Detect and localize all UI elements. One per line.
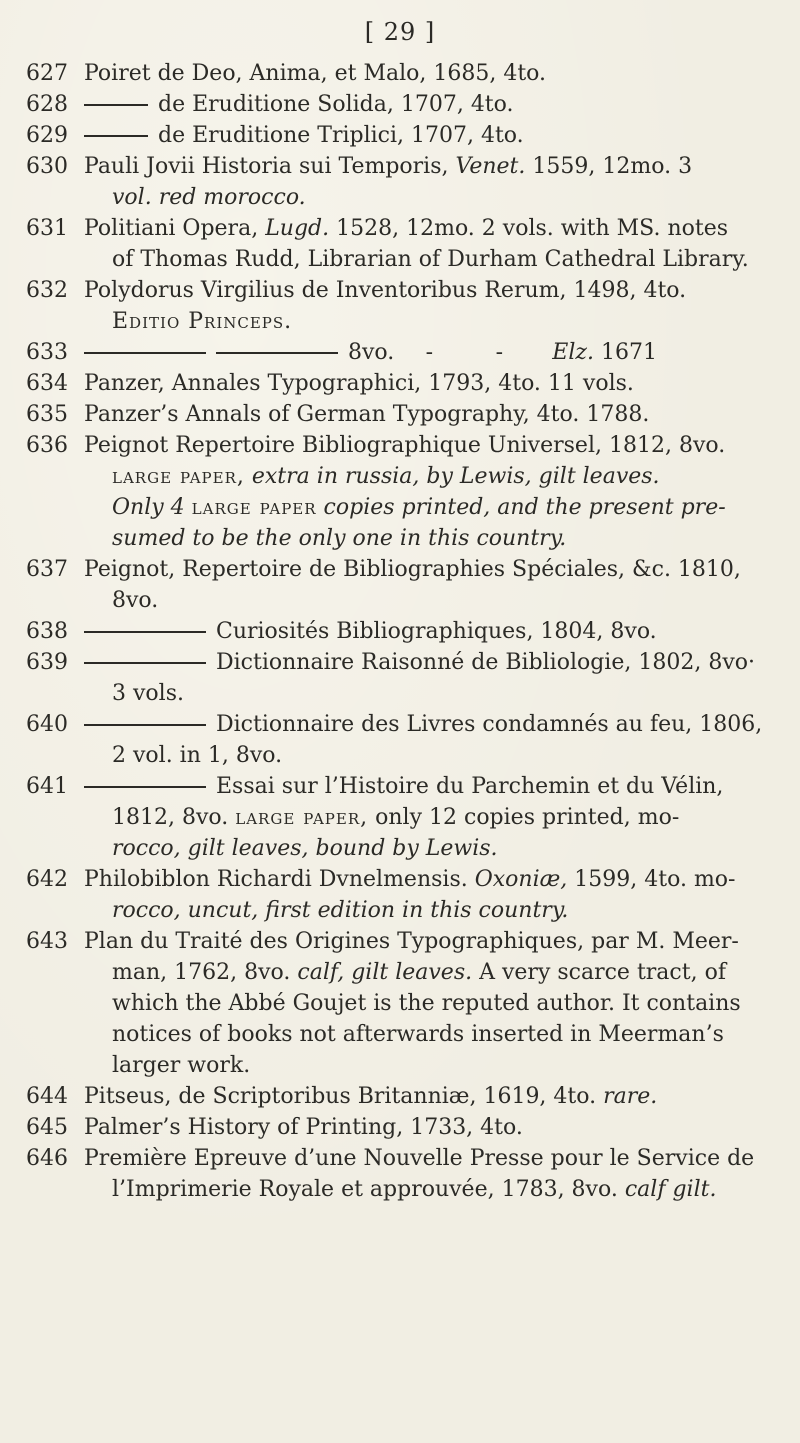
entry-text: only 12 copies printed, mo-: [368, 805, 680, 830]
entry-number: 639: [26, 650, 68, 675]
ditto-mark: -: [425, 340, 433, 365]
entry-text-line: [84, 771, 778, 802]
binding-note: extra in russia, by Lewis, gilt leaves.: [244, 464, 660, 489]
imprint-place: Oxoniæ,: [474, 867, 568, 892]
entry-text: Curiosités Bibliographiques, 1804, 8vo.: [216, 619, 657, 644]
entry-text-line: [84, 647, 778, 678]
entry-note: copies printed, and the present pre-: [316, 495, 726, 520]
entry-text-continued: 2 vol. in 1, 8vo.: [112, 743, 283, 768]
large-paper-note: large paper,: [112, 464, 245, 489]
entry-text-continued: 3 vols.: [112, 681, 184, 706]
entry-text-line: [84, 616, 778, 647]
entry-text-line: [84, 213, 778, 244]
entry-text: 1671: [593, 340, 657, 365]
entry-text-line: [84, 461, 778, 492]
entry-number: 643: [26, 929, 68, 954]
entry-646: [0, 1143, 800, 1205]
entry-note: sumed to be the only one in this country.: [112, 526, 567, 551]
entry-640: [0, 709, 800, 771]
entry-631: [0, 213, 800, 275]
entry-text-continued: notices of books not afterwards inserted in Meerman’s: [112, 1022, 724, 1047]
entry-text: Panzer’s Annals of German Typography, 4to. 1788.: [84, 402, 650, 427]
entry-text: Panzer, Annales Typographici, 1793, 4to. 11 vols.: [84, 371, 634, 396]
entry-text: Pauli Jovii Historia sui Temporis,: [84, 154, 456, 179]
entry-number: 637: [26, 557, 68, 582]
imprint-place: Venet.: [455, 154, 526, 179]
entry-641: [0, 771, 800, 864]
entry-text-line: [84, 492, 778, 523]
entry-text-continued: vol. red morocco.: [112, 185, 306, 210]
entry-text: Politiani Opera,: [84, 216, 266, 241]
entry-text: man, 1762, 8vo.: [112, 960, 298, 985]
entry-text-line: [84, 802, 778, 833]
entry-text-continued: 8vo.: [112, 588, 159, 613]
entry-text: Philobiblon Richardi Dvnelmensis.: [84, 867, 475, 892]
entry-text: 1599, 4to. mo-: [567, 867, 736, 892]
entry-number: 628: [26, 92, 68, 117]
entry-text: 1812, 8vo.: [112, 805, 236, 830]
entry-text: Plan du Traité des Origines Typographiques, par M. Meer-: [84, 929, 739, 954]
ditto-dash: [84, 352, 206, 354]
entry-639: [0, 647, 800, 709]
page-number: [ 29 ]: [364, 18, 436, 46]
ditto-dash: [84, 662, 206, 664]
entry-text: Première Epreuve d’une Nouvelle Presse pour le Service de: [84, 1146, 755, 1171]
entry-629: [0, 120, 800, 151]
entry-645: [0, 1112, 800, 1143]
entry-text: de Eruditione Triplici, 1707, 4to.: [158, 123, 524, 148]
entry-632: [0, 275, 800, 337]
entry-number: 638: [26, 619, 68, 644]
entry-text-continued: which the Abbé Goujet is the reputed author. It contains: [112, 991, 741, 1016]
entry-630: [0, 151, 800, 213]
entry-text: Poiret de Deo, Anima, et Malo, 1685, 4to.: [84, 61, 547, 86]
entry-text-line: [84, 709, 778, 740]
entry-text: Peignot, Repertoire de Bibliographies Spéciales, &c. 1810,: [84, 557, 741, 582]
entry-text-continued: larger work.: [112, 1053, 251, 1078]
entry-text-continued: Editio Princeps.: [112, 309, 293, 334]
entry-text: Peignot Repertoire Bibliographique Universel, 1812, 8vo.: [84, 433, 726, 458]
entry-text: Dictionnaire Raisonné de Bibliologie, 1802, 8vo·: [216, 650, 755, 675]
rarity-note: rare.: [603, 1084, 658, 1109]
entry-text: 1528, 12mo. 2 vols. with MS. notes: [329, 216, 729, 241]
entry-644: [0, 1081, 800, 1112]
entry-list: [0, 58, 800, 1205]
entry-number: 646: [26, 1146, 68, 1171]
binding-note: calf gilt.: [624, 1177, 717, 1202]
binding-note: rocco, uncut, first edition in this country.: [112, 898, 569, 923]
ditto-dash: [84, 135, 148, 137]
entry-634: [0, 368, 800, 399]
entry-text-line: [84, 1174, 778, 1205]
entry-628: [0, 89, 800, 120]
entry-number: 627: [26, 61, 68, 86]
entry-text: Dictionnaire des Livres condamnés au feu, 1806,: [216, 712, 763, 737]
ditto-dash: [84, 786, 206, 788]
entry-text: A very scarce tract, of: [472, 960, 726, 985]
entry-number: 644: [26, 1084, 68, 1109]
entry-number: 640: [26, 712, 68, 737]
entry-text-line: [84, 864, 778, 895]
entry-text: l’Imprimerie Royale et approuvée, 1783, 8vo.: [112, 1177, 625, 1202]
imprint-place: Lugd.: [265, 216, 330, 241]
entry-number: 642: [26, 867, 68, 892]
entry-number: 645: [26, 1115, 68, 1140]
large-paper-note: large paper: [191, 495, 317, 520]
entry-text-line: [84, 1081, 778, 1112]
ditto-dash: [84, 104, 148, 106]
entry-text: 8vo.: [348, 340, 395, 365]
entry-636: [0, 430, 800, 554]
entry-text: Polydorus Virgilius de Inventoribus Rerum, 1498, 4to.: [84, 278, 687, 303]
entry-635: [0, 399, 800, 430]
ditto-dash: [216, 352, 338, 354]
entry-note: Only 4: [112, 495, 192, 520]
large-paper-note: large paper,: [235, 805, 369, 830]
entry-number: 633: [26, 340, 68, 365]
entry-text: Palmer’s History of Printing, 1733, 4to.: [84, 1115, 523, 1140]
entry-text: de Eruditione Solida, 1707, 4to.: [158, 92, 514, 117]
binding-note: rocco, gilt leaves, bound by Lewis.: [112, 836, 498, 861]
entry-637: [0, 554, 800, 616]
ditto-dash: [84, 631, 206, 633]
entry-number: 641: [26, 774, 68, 799]
entry-number: 630: [26, 154, 68, 179]
entry-text: Essai sur l’Histoire du Parchemin et du Vélin,: [216, 774, 724, 799]
entry-number: 632: [26, 278, 68, 303]
entry-text: Pitseus, de Scriptoribus Britanniæ, 1619, 4to.: [84, 1084, 604, 1109]
entry-number: 629: [26, 123, 68, 148]
entry-text-line: [84, 957, 778, 988]
imprint-printer: Elz.: [552, 340, 594, 365]
entry-642: [0, 864, 800, 926]
entry-text: 1559, 12mo. 3: [525, 154, 693, 179]
ditto-dash: [84, 724, 206, 726]
entry-638: [0, 616, 800, 647]
entry-number: 634: [26, 371, 68, 396]
entry-633: [0, 337, 800, 368]
entry-text-line: [84, 89, 778, 120]
entry-627: [0, 58, 800, 89]
entry-text-continued: of Thomas Rudd, Librarian of Durham Cathedral Library.: [112, 247, 749, 272]
entry-number: 631: [26, 216, 68, 241]
entry-text-line: [84, 337, 778, 368]
entry-text-line: [84, 151, 778, 182]
entry-number: 635: [26, 402, 68, 427]
entry-number: 636: [26, 433, 68, 458]
ditto-mark: -: [495, 340, 503, 365]
binding-note: calf, gilt leaves.: [297, 960, 473, 985]
entry-text-line: [84, 120, 778, 151]
entry-643: [0, 926, 800, 1081]
